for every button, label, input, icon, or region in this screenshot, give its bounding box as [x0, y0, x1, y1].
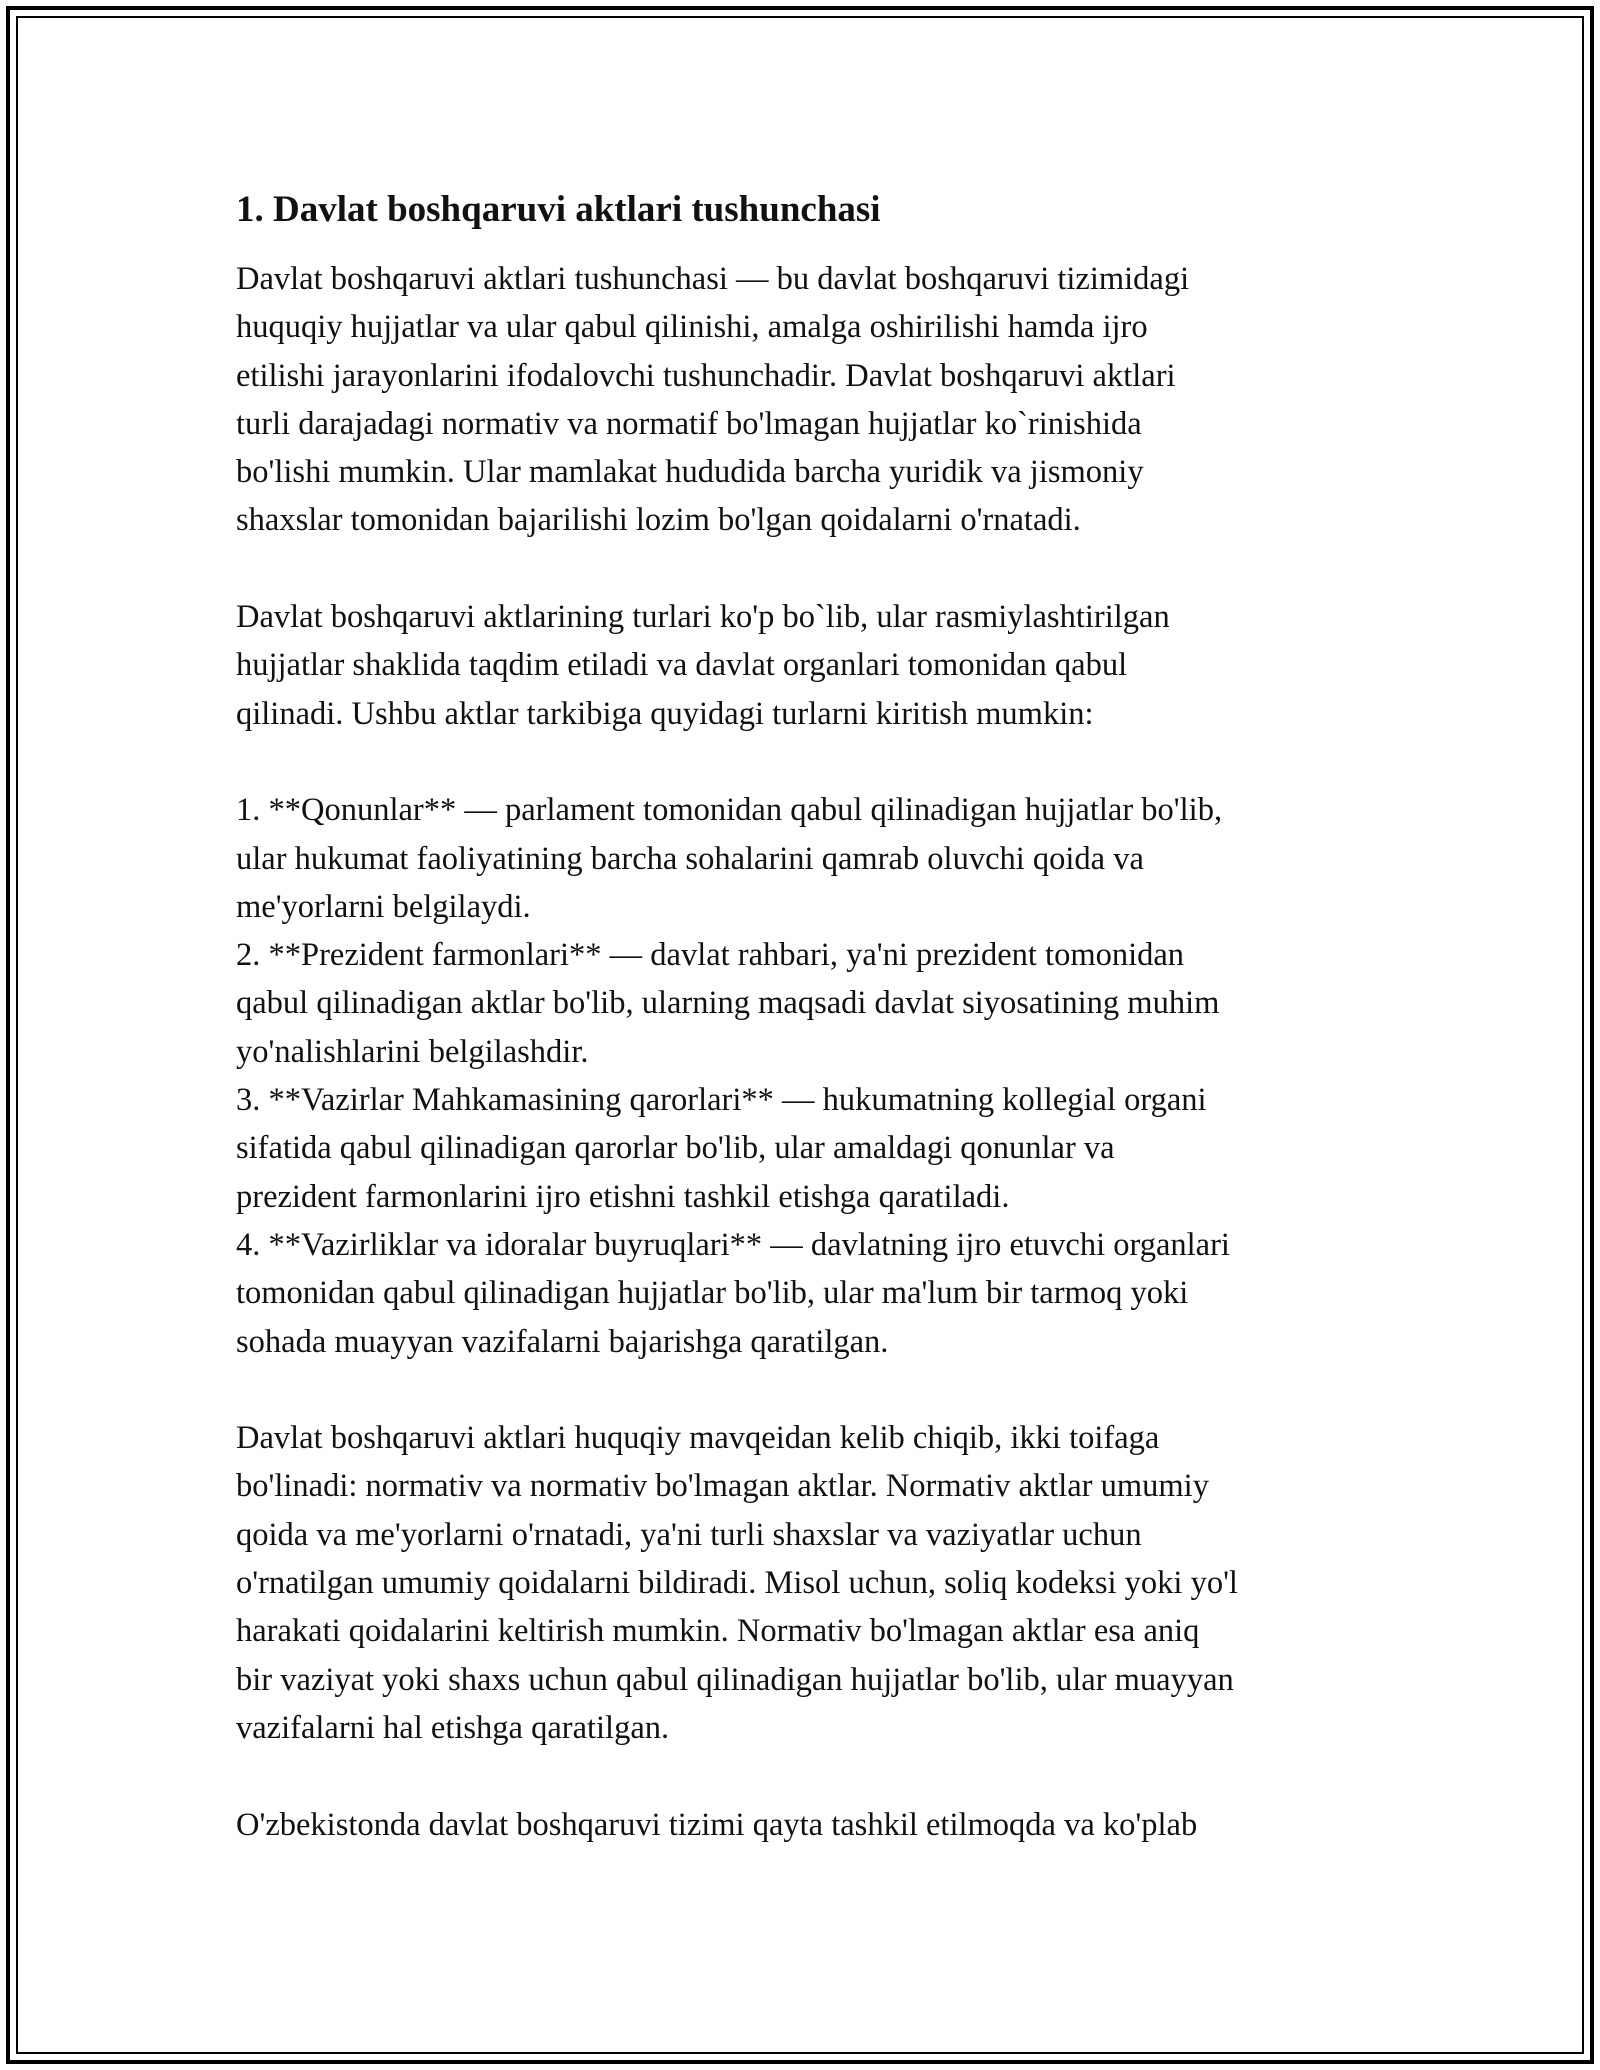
list-item-line: 4. **Vazirliklar va idoralar buyruqlari** — davlatning ijro etuvchi organlari — [236, 1226, 1230, 1263]
document-heading: 1. Davlat boshqaruvi aktlari tushunchasi — [236, 189, 881, 230]
text-line: etilishi jarayonlarini ifodalovchi tushunchadir. Davlat boshqaruvi aktlari — [236, 357, 1176, 394]
text-line: huquqiy hujjatlar va ular qabul qilinishi, amalga oshirilishi hamda ijro — [236, 309, 1148, 346]
document-body — [236, 186, 1376, 1849]
text-line: bo'lishi mumkin. Ular mamlakat hududida barcha yuridik va jismoniy — [236, 454, 1144, 491]
text-line: Davlat boshqaruvi aktlarining turlari ko'p bo`lib, ular rasmiylashtirilgan — [236, 599, 1170, 636]
paragraph-definition — [236, 255, 1376, 545]
list-item-line: 3. **Vazirlar Mahkamasining qarorlari** — hukumatning kollegial organi — [236, 1082, 1207, 1119]
paragraph-uzbekistan — [236, 1801, 1376, 1849]
text-line: hujjatlar shaklida taqdim etiladi va davlat organlari tomonidan qabul — [236, 647, 1128, 684]
list-item-line: yo'nalishlarini belgilashdir. — [236, 1033, 589, 1070]
numbered-list — [236, 786, 1376, 1366]
list-item-line: me'yorlarni belgilaydi. — [236, 888, 531, 925]
text-line: qilinadi. Ushbu aktlar tarkibiga quyidagi turlarni kiritish mumkin: — [236, 695, 1094, 732]
text-line: Davlat boshqaruvi aktlari huquqiy mavqeidan kelib chiqib, ikki toifaga — [236, 1420, 1160, 1457]
text-line: qoida va me'yorlarni o'rnatadi, ya'ni turli shaxslar va vaziyatlar uchun — [236, 1516, 1142, 1553]
text-line: harakati qoidalarini keltirish mumkin. Normativ bo'lmagan aktlar esa aniq — [236, 1613, 1200, 1650]
paragraph-spacer — [236, 1752, 1376, 1800]
paragraph-spacer — [236, 1366, 1376, 1414]
paragraph-legal-status — [236, 1414, 1376, 1752]
list-item-line: 2. **Prezident farmonlari** — davlat rahbari, ya'ni prezident tomonidan — [236, 937, 1185, 974]
list-item-line: sohada muayyan vazifalarni bajarishga qaratilgan. — [236, 1323, 889, 1360]
text-line: O'zbekistonda davlat boshqaruvi tizimi qayta tashkil etilmoqda va ko'plab — [236, 1806, 1198, 1843]
list-item-line: tomonidan qabul qilinadigan hujjatlar bo'lib, ular ma'lum bir tarmoq yoki — [236, 1275, 1189, 1312]
paragraph-spacer — [236, 738, 1376, 786]
text-line: o'rnatilgan umumiy qoidalarni bildiradi. Misol uchun, soliq kodeksi yoki yo'l — [236, 1565, 1238, 1602]
list-item-line: 1. **Qonunlar** — parlament tomonidan qabul qilinadigan hujjatlar bo'lib, — [236, 792, 1223, 829]
list-item-line: ular hukumat faoliyatining barcha sohalarini qamrab oluvchi qoida va — [236, 840, 1144, 877]
text-line: bir vaziyat yoki shaxs uchun qabul qilinadigan hujjatlar bo'lib, ular muayyan — [236, 1661, 1234, 1698]
list-item-line: prezident farmonlarini ijro etishni tashkil etishga qaratiladi. — [236, 1178, 1010, 1215]
text-line: bo'linadi: normativ va normativ bo'lmagan aktlar. Normativ aktlar umumiy — [236, 1468, 1209, 1505]
text-line: Davlat boshqaruvi aktlari tushunchasi — bu davlat boshqaruvi tizimidagi — [236, 261, 1190, 297]
text-line: turli darajadagi normativ va normatif bo'lmagan hujjatlar ko`rinishida — [236, 405, 1142, 442]
list-item-line: qabul qilinadigan aktlar bo'lib, ularning maqsadi davlat siyosatining muhim — [236, 985, 1220, 1022]
list-item-line: sifatida qabul qilinadigan qarorlar bo'lib, ular amaldagi qonunlar va — [236, 1130, 1115, 1167]
text-line: vazifalarni hal etishga qaratilgan. — [236, 1709, 670, 1746]
paragraph-types-intro — [236, 593, 1376, 738]
paragraph-spacer — [236, 545, 1376, 593]
text-line: shaxslar tomonidan bajarilishi lozim bo'lgan qoidalarni o'rnatadi. — [236, 502, 1081, 539]
